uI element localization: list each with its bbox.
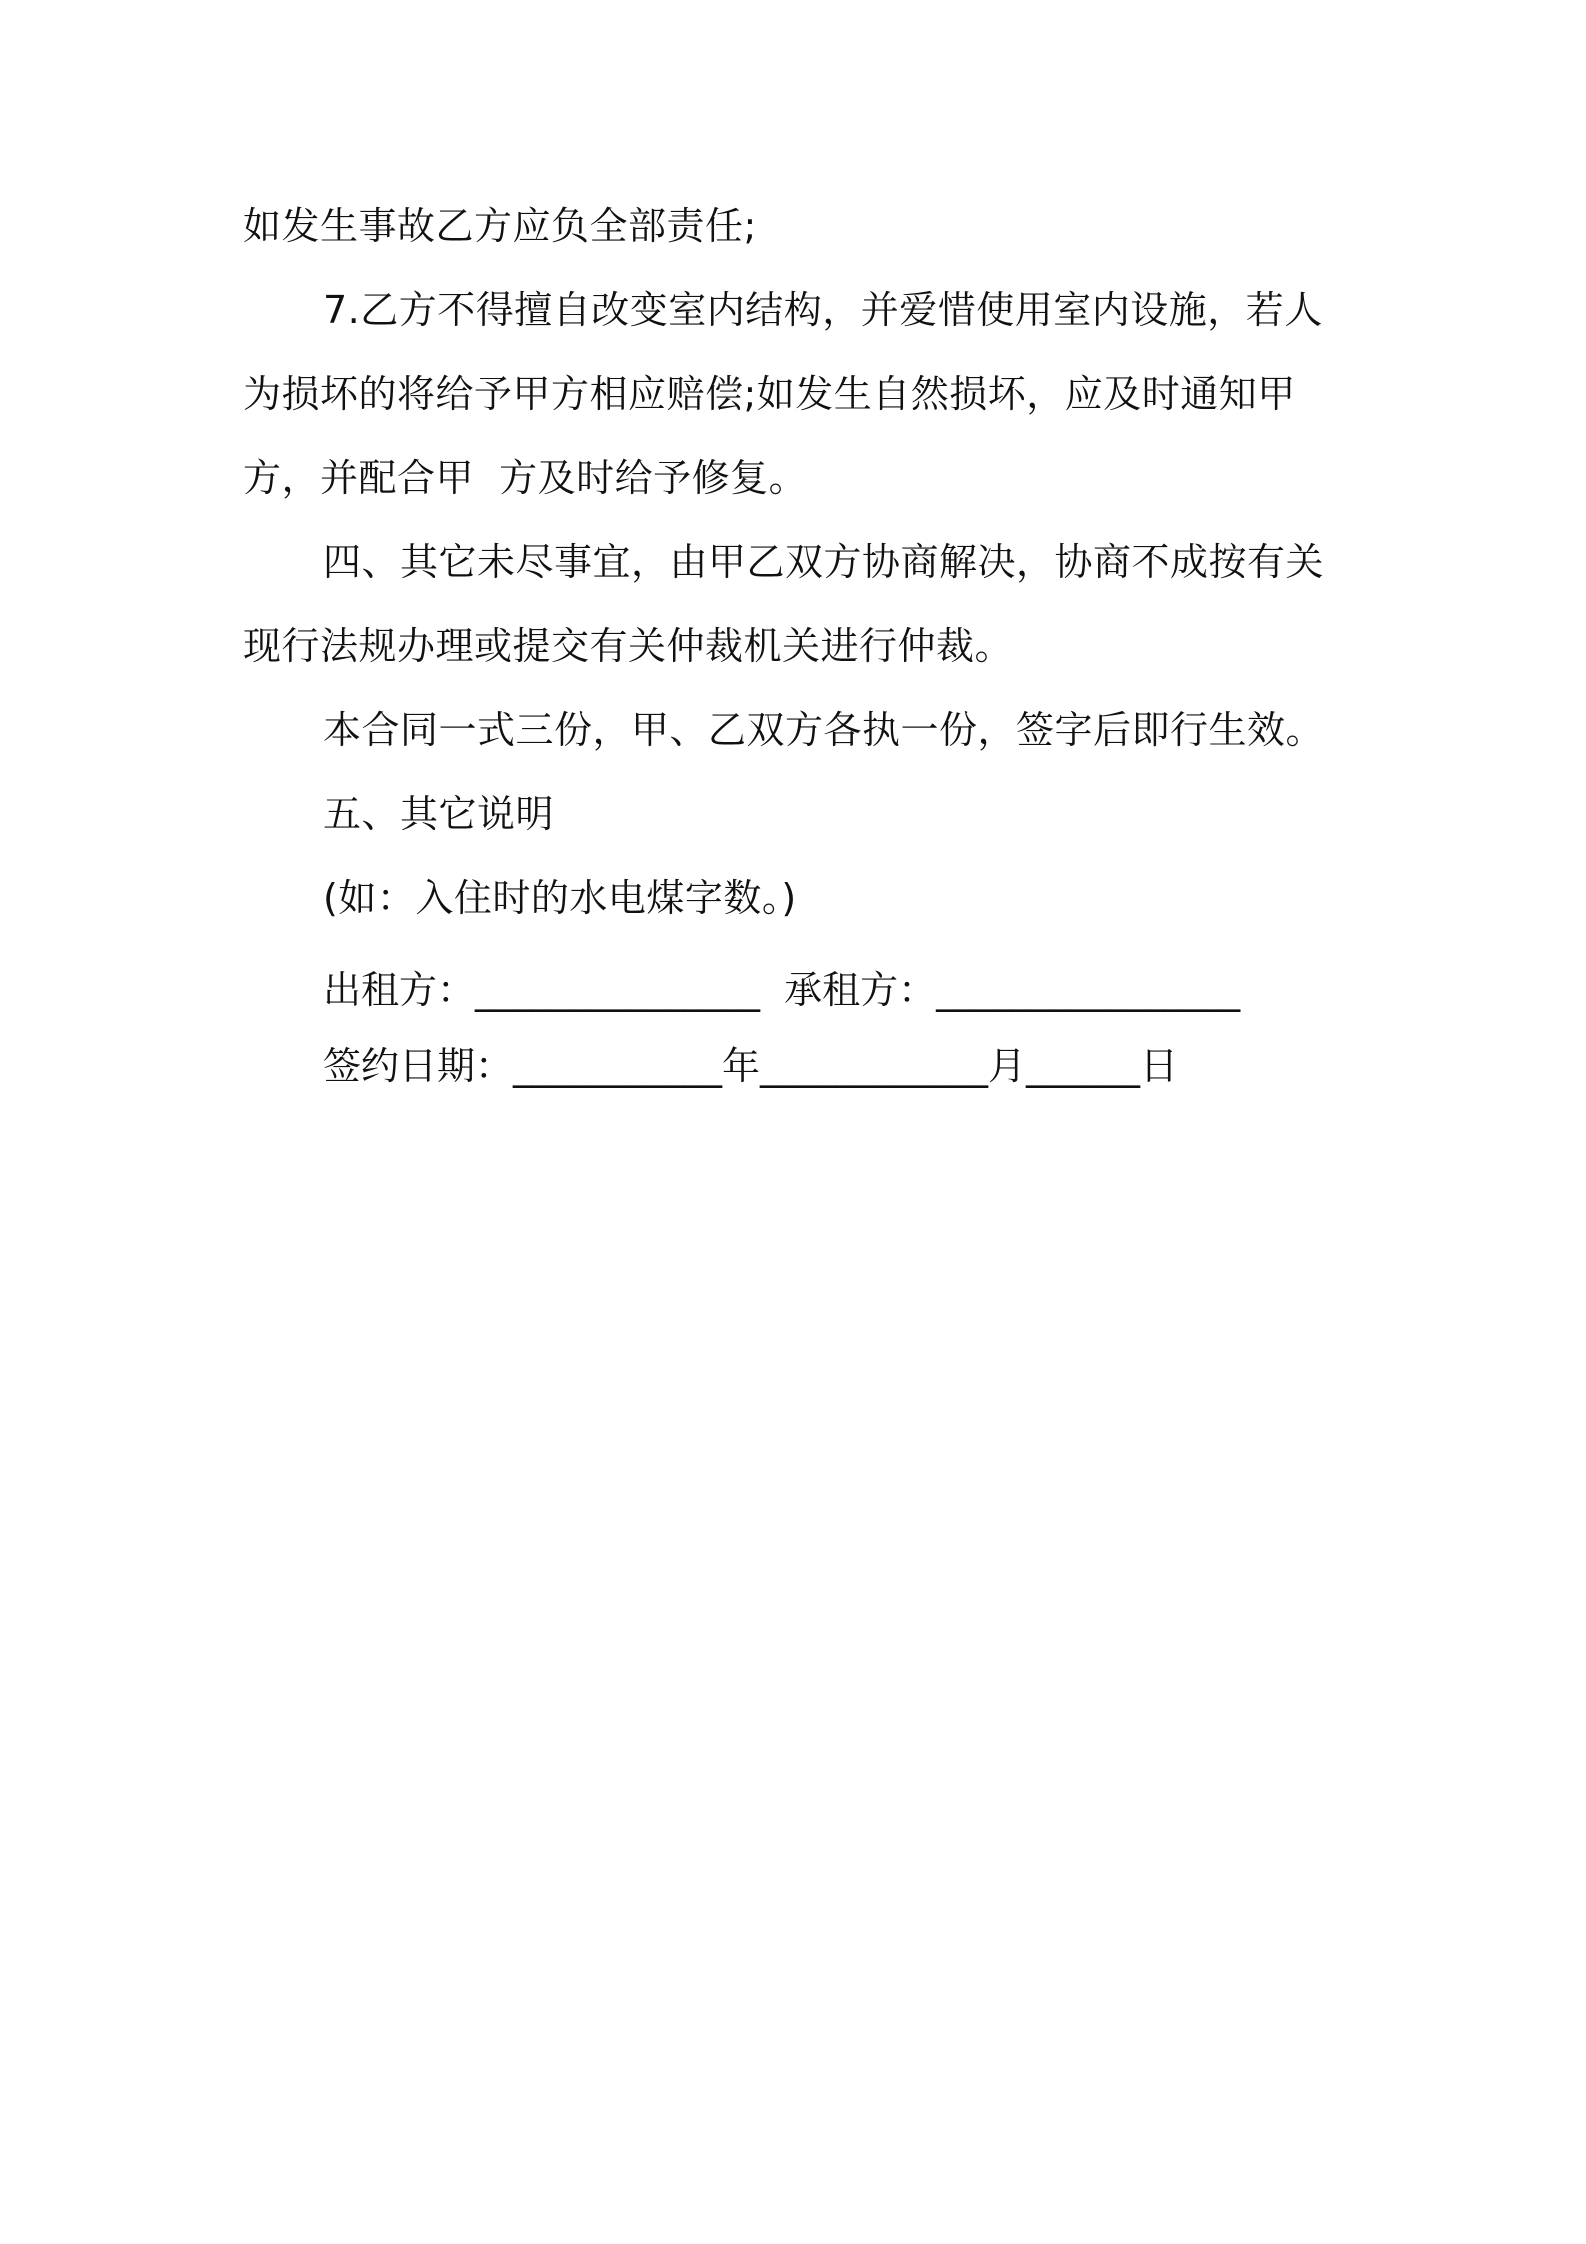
clause-7-line-1: 7.乙方不得擅自改变室内结构，并爱惜使用室内设施，若人 (323, 288, 1323, 332)
section-4-line-1: 四、其它未尽事宜，由甲乙双方协商解决，协商不成按有关 (323, 540, 1325, 584)
copies-statement: 本合同一式三份，甲、乙双方各执一份，签字后即行生效。 (323, 708, 1325, 752)
section-5-heading: 五、其它说明 (323, 792, 555, 836)
signing-date-line: 签约日期：___________年____________月______日 (323, 1044, 1179, 1088)
parties-signature-line: 出租方：_______________ 承租方：________________ (323, 968, 1241, 1012)
clause-7-line-2: 为损坏的将给予甲方相应赔偿;如发生自然损坏，应及时通知甲 (243, 372, 1296, 416)
section-5-note: (如：入住时的水电煤字数。) (323, 876, 797, 920)
clause-7-line-3: 方，并配合甲 方及时给予修复。 (243, 456, 808, 500)
section-4-line-2: 现行法规办理或提交有关仲裁机关进行仲裁。 (243, 624, 1014, 668)
clause-6-continuation: 如发生事故乙方应负全部责任; (243, 204, 757, 248)
